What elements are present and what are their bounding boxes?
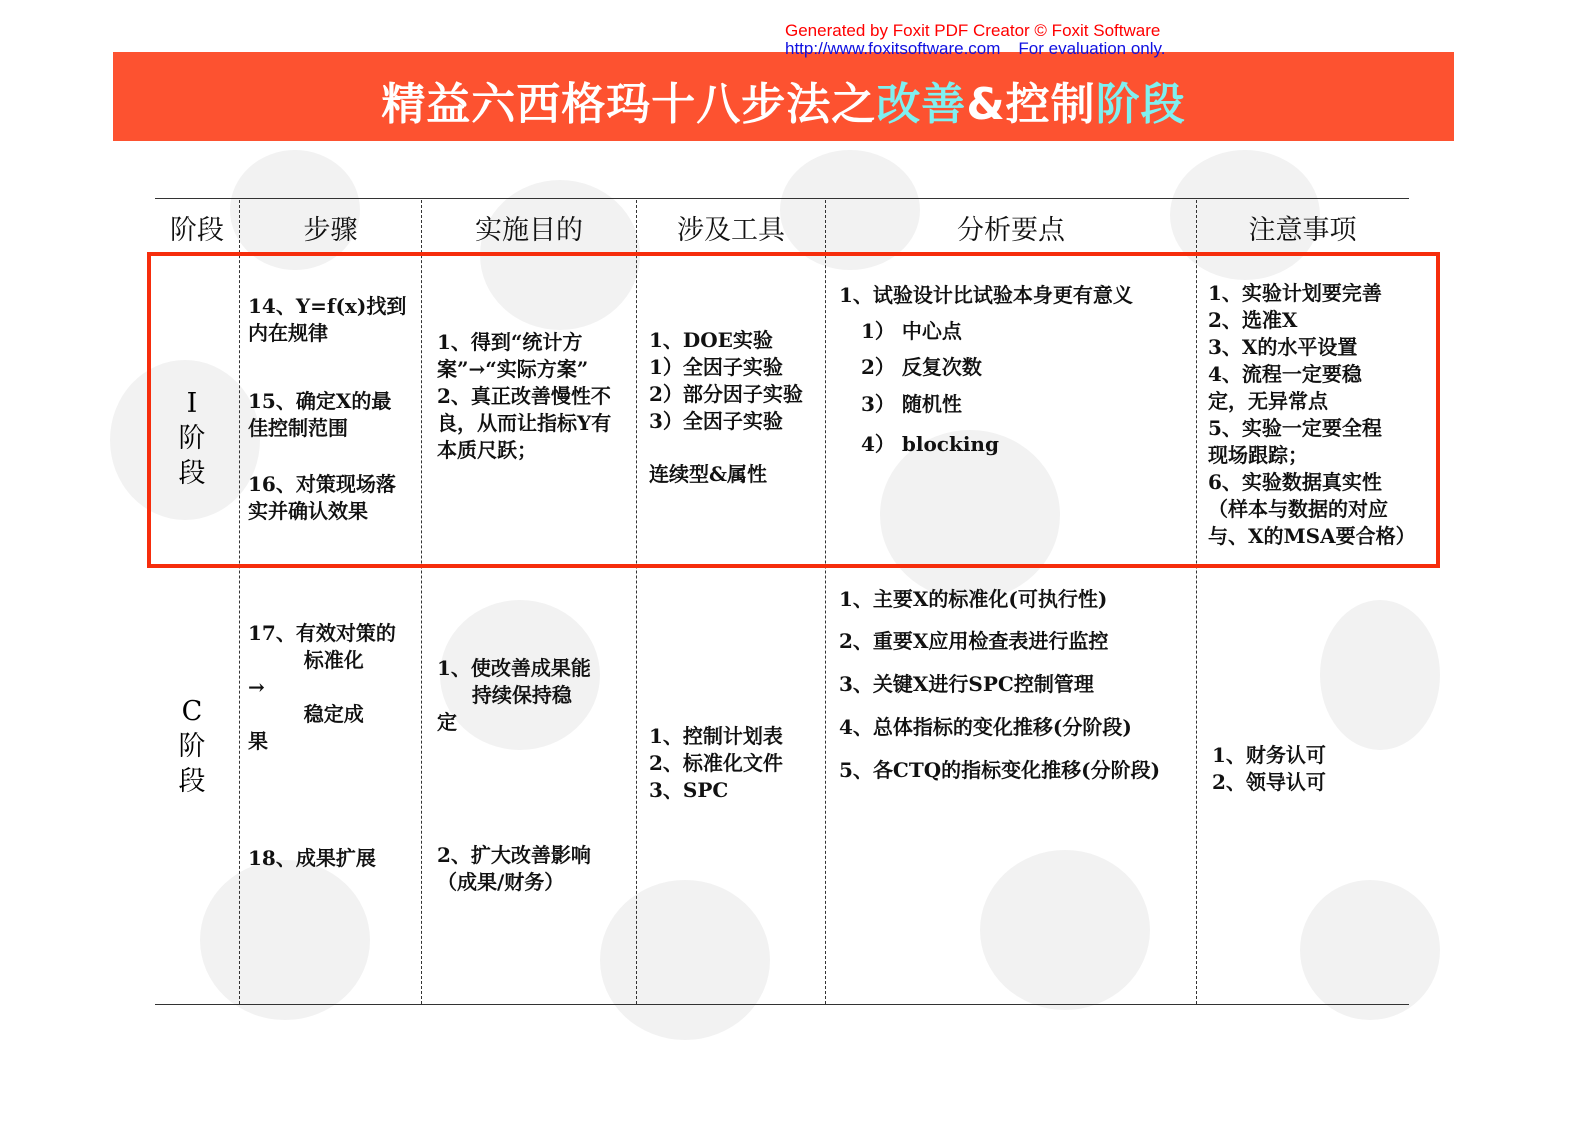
stage-i: I 阶 段 xyxy=(178,388,206,489)
title-highlight: 改善 xyxy=(876,79,967,130)
background-blob xyxy=(1320,600,1440,750)
analysis-i-2: 1） 中心点 xyxy=(861,319,962,343)
header-stage: 阶段 xyxy=(170,215,224,246)
purpose-c-2: 2、扩大改善影响 （成果/财务） xyxy=(437,843,591,894)
tools-c: 1、控制计划表 2、标准化文件 3、SPC xyxy=(649,724,783,802)
header-steps: 步骤 xyxy=(303,215,358,246)
analysis-c-1: 1、主要X的标准化(可执行性) xyxy=(839,587,1108,611)
analysis-c-5: 5、各CTQ的指标变化推移(分阶段) xyxy=(839,758,1161,782)
analysis-i-3: 2） 反复次数 xyxy=(861,355,982,379)
page-title xyxy=(113,68,1454,132)
step-14: 14、Y=f(x)找到 内在规律 xyxy=(248,294,407,345)
analysis-i-5: 4） blocking xyxy=(861,432,999,456)
header-analysis: 分析要点 xyxy=(957,215,1065,246)
step-16: 16、对策现场落 实并确认效果 xyxy=(248,472,396,523)
tools-i-extra: 连续型&属性 xyxy=(649,462,768,486)
watermark-note: For evaluation only. xyxy=(1018,39,1166,58)
purpose-c-1: 1、使改善成果能 持续保持稳 定 xyxy=(437,656,591,734)
background-blob xyxy=(1300,880,1440,1020)
foxit-watermark xyxy=(785,22,1184,58)
header-notes: 注意事项 xyxy=(1248,215,1357,246)
analysis-c-3: 3、关键X进行SPC控制管理 xyxy=(839,672,1094,696)
title-highlight: 阶段 xyxy=(1095,79,1186,130)
background-blob xyxy=(600,880,770,1040)
analysis-i-1: 1、试验设计比试验本身更有意义 xyxy=(839,283,1133,307)
step-17: 17、有效对策的 标准化 → 稳定成 果 xyxy=(248,621,396,753)
step-15: 15、确定X的最 佳控制范围 xyxy=(248,389,392,440)
header-purpose: 实施目的 xyxy=(475,215,583,246)
title-part: 精益六西格玛十八步法之 xyxy=(381,79,877,130)
analysis-c-2: 2、重要X应用检查表进行监控 xyxy=(839,629,1109,653)
stage-c: C 阶 段 xyxy=(178,696,206,797)
step-18: 18、成果扩展 xyxy=(248,846,376,870)
analysis-i-4: 3） 随机性 xyxy=(861,392,962,416)
watermark-line: Generated by Foxit PDF Creator © Foxit Software xyxy=(785,21,1161,40)
analysis-c-4: 4、总体指标的变化推移(分阶段) xyxy=(839,715,1132,739)
purpose-i: 1、得到“统计方 案”→“实际方案” 2、真正改善慢性不 良，从而让指标Y有 本质尺跃； xyxy=(437,330,612,462)
title-part: &控制 xyxy=(966,79,1096,130)
watermark-url[interactable]: http://www.foxitsoftware.com xyxy=(785,39,1001,58)
table-top-rule xyxy=(155,198,1409,199)
title-banner xyxy=(113,52,1454,141)
table-bottom-rule xyxy=(155,1004,1409,1005)
notes-c: 1、财务认可 2、领导认可 xyxy=(1212,743,1326,794)
background-blob xyxy=(200,860,370,1020)
notes-i: 1、实验计划要完善 2、选准X 3、X的水平设置 4、流程一定要稳 定，无异常点 5、实验一定要全程 现场跟踪； 6、实验数据真实性 （样本与数据的对应 与、X的MSA要合格） xyxy=(1208,281,1416,548)
tools-i: 1、DOE实验 1）全因子实验 2）部分因子实验 3）全因子实验 xyxy=(649,328,803,433)
header-tools: 涉及工具 xyxy=(677,215,785,246)
background-blob xyxy=(980,850,1150,1010)
